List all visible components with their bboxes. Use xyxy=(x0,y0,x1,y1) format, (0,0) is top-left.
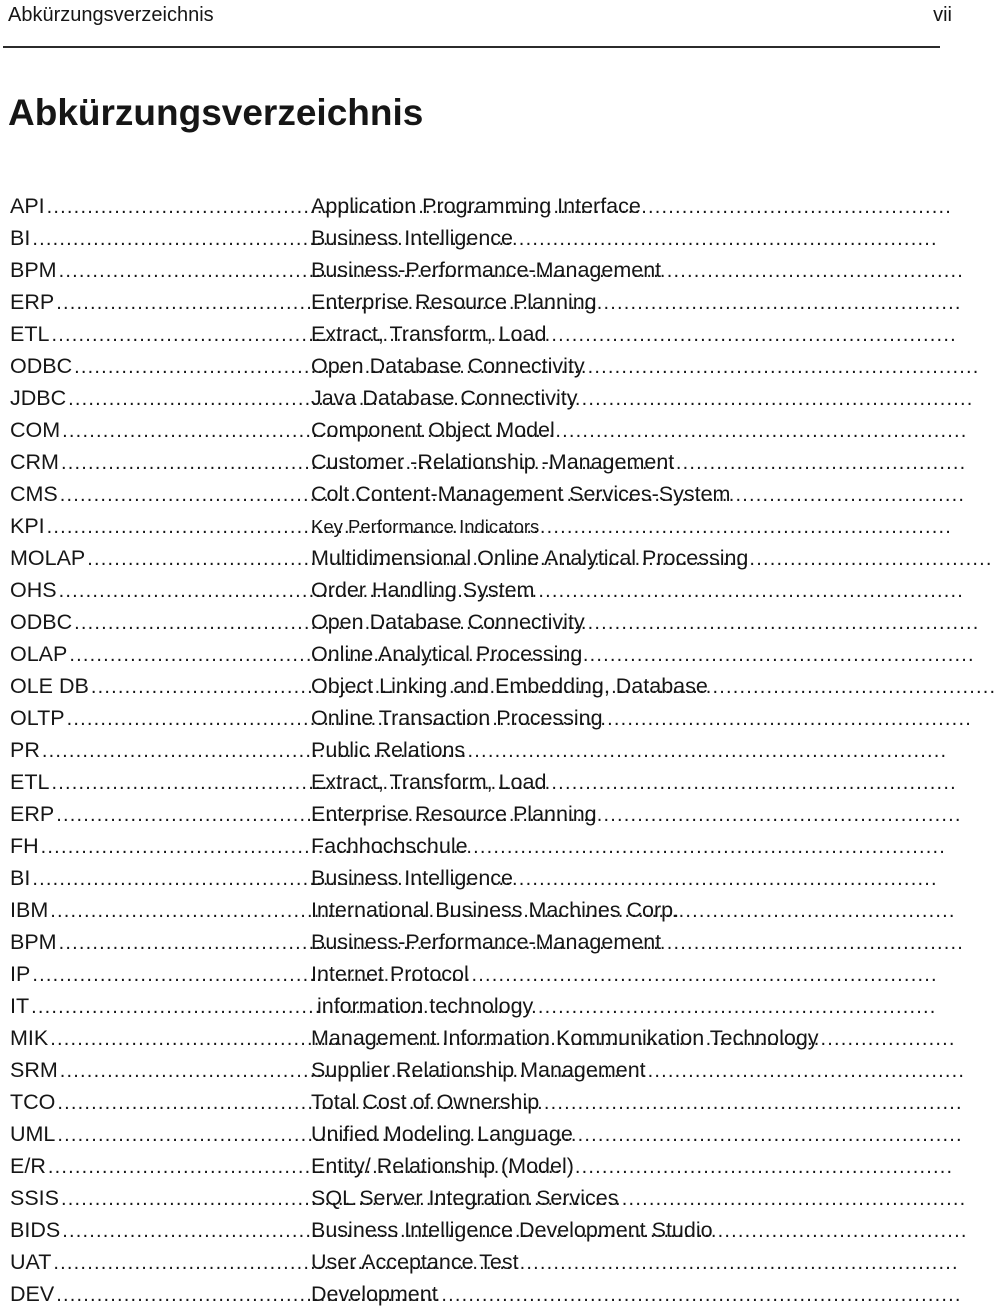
list-item xyxy=(10,1119,960,1151)
abbreviation-definition: Online Analytical Processing xyxy=(311,642,583,666)
abbreviation-definition: Open Database Connectivity xyxy=(311,610,585,634)
abbreviation-definition: Online Transaction Processing xyxy=(311,706,603,730)
abbreviation-list xyxy=(10,191,960,1311)
term-leader xyxy=(10,543,311,575)
abbreviation-term: ERP xyxy=(10,290,55,314)
running-header-title: Abkürzungsverzeichnis xyxy=(8,4,214,26)
term-leader xyxy=(10,1215,311,1247)
abbreviation-term: BIDS xyxy=(10,1218,61,1242)
abbreviation-definition: Customer -Relationship -Management xyxy=(311,450,675,474)
term-leader xyxy=(10,319,311,351)
term-leader xyxy=(10,927,311,959)
abbreviation-definition: Application Programming Interface xyxy=(311,194,641,218)
list-item xyxy=(10,1279,960,1311)
dot-leader xyxy=(56,1280,961,1311)
abbreviation-definition: Component Object Model xyxy=(311,418,555,442)
abbreviation-term: OLAP xyxy=(10,642,68,666)
list-item xyxy=(10,1055,960,1087)
term-leader xyxy=(10,479,311,511)
abbreviation-definition: Extract, Transform, Load xyxy=(311,322,547,346)
list-item xyxy=(10,1247,960,1279)
abbreviation-term: BPM xyxy=(10,258,57,282)
abbreviation-term: CMS xyxy=(10,482,58,506)
term-leader xyxy=(10,767,311,799)
list-item xyxy=(10,223,960,255)
page-number: vii xyxy=(933,4,952,26)
abbreviation-definition: Unified Modeling Language xyxy=(311,1122,573,1146)
term-leader xyxy=(10,351,311,383)
abbreviation-term: ODBC xyxy=(10,354,73,378)
abbreviation-definition: Order Handling System xyxy=(311,578,535,602)
abbreviation-term: BPM xyxy=(10,930,57,954)
abbreviation-definition: User Acceptance Test xyxy=(311,1250,519,1274)
list-item xyxy=(10,511,960,543)
abbreviation-definition: Business-Performance-Management xyxy=(311,930,662,954)
abbreviation-definition: Public Relations xyxy=(311,738,466,762)
abbreviation-definition: Internet Protocol xyxy=(311,962,469,986)
term-leader xyxy=(10,863,311,895)
abbreviation-term: MOLAP xyxy=(10,546,86,570)
term-leader xyxy=(10,575,311,607)
abbreviation-definition: SQL Server Integration Services xyxy=(311,1186,619,1210)
term-leader xyxy=(10,639,311,671)
term-leader xyxy=(10,1151,311,1183)
abbreviation-definition: Fachhochschule xyxy=(311,834,468,858)
abbreviation-term: COM xyxy=(10,418,61,442)
abbreviation-term: IBM xyxy=(10,898,49,922)
abbreviation-term: PR xyxy=(10,738,40,762)
list-item xyxy=(10,479,960,511)
abbreviation-term: BI xyxy=(10,866,31,890)
abbreviation-term: JDBC xyxy=(10,386,67,410)
list-item xyxy=(10,383,960,415)
abbreviation-term: OLE DB xyxy=(10,674,89,698)
list-item xyxy=(10,703,960,735)
term-leader xyxy=(10,1119,311,1151)
abbreviation-definition: Management Information Kommunikation Technology xyxy=(311,1026,819,1050)
abbreviation-definition: Total Cost of Ownership xyxy=(311,1090,540,1114)
abbreviation-definition: Enterprise Resource Planning xyxy=(311,802,597,826)
abbreviation-definition: Enterprise Resource Planning xyxy=(311,290,597,314)
abbreviation-definition: Business-Performance-Management xyxy=(311,258,662,282)
abbreviation-term: UAT xyxy=(10,1250,52,1274)
header-rule xyxy=(3,46,940,48)
abbreviation-definition: Object Linking and Embedding, Database xyxy=(311,674,708,698)
abbreviation-term: OLTP xyxy=(10,706,65,730)
term-leader xyxy=(10,511,311,543)
list-item xyxy=(10,607,960,639)
abbreviation-definition: Supplier Relationship Management xyxy=(311,1058,646,1082)
list-item xyxy=(10,895,960,927)
term-leader xyxy=(10,1055,311,1087)
term-leader xyxy=(10,703,311,735)
abbreviation-definition: Key Performance Indicators xyxy=(311,516,540,537)
abbreviation-term: MIK xyxy=(10,1026,49,1050)
abbreviation-term: IP xyxy=(10,962,31,986)
list-item xyxy=(10,287,960,319)
term-leader xyxy=(10,671,311,703)
term-leader xyxy=(10,1279,311,1311)
list-item xyxy=(10,447,960,479)
term-leader xyxy=(10,831,311,863)
abbreviation-definition: Extract, Transform, Load xyxy=(311,770,547,794)
term-leader xyxy=(10,415,311,447)
term-leader xyxy=(10,287,311,319)
abbreviation-term: FH xyxy=(10,834,39,858)
dot-leader xyxy=(42,736,947,767)
list-item xyxy=(10,1151,960,1183)
abbreviation-term: SSIS xyxy=(10,1186,59,1210)
abbreviation-term: ERP xyxy=(10,802,55,826)
term-leader xyxy=(10,991,311,1023)
list-item xyxy=(10,799,960,831)
term-leader xyxy=(10,735,311,767)
term-leader xyxy=(10,447,311,479)
abbreviation-definition: information technology xyxy=(311,994,534,1018)
list-item xyxy=(10,351,960,383)
list-item xyxy=(10,991,960,1023)
dot-leader xyxy=(41,832,946,863)
list-item xyxy=(10,1215,960,1247)
term-leader xyxy=(10,383,311,415)
list-item xyxy=(10,863,960,895)
term-leader xyxy=(10,255,311,287)
abbreviation-term: OHS xyxy=(10,578,57,602)
list-item xyxy=(10,1023,960,1055)
list-item xyxy=(10,191,960,223)
abbreviation-term: BI xyxy=(10,226,31,250)
term-leader xyxy=(10,191,311,223)
term-leader xyxy=(10,1023,311,1055)
term-leader xyxy=(10,1183,311,1215)
list-item xyxy=(10,735,960,767)
abbreviation-definition: Business Intelligence xyxy=(311,866,513,890)
term-leader xyxy=(10,607,311,639)
abbreviation-definition: International Business Machines Corp. xyxy=(311,898,680,922)
abbreviation-term: API xyxy=(10,194,45,218)
list-item xyxy=(10,1087,960,1119)
list-item xyxy=(10,543,960,575)
abbreviation-term: TCO xyxy=(10,1090,56,1114)
list-item xyxy=(10,639,960,671)
list-item xyxy=(10,415,960,447)
abbreviation-term: E/R xyxy=(10,1154,46,1178)
abbreviation-definition: Business Intelligence Development Studio xyxy=(311,1218,713,1242)
list-item xyxy=(10,1183,960,1215)
list-item xyxy=(10,671,960,703)
abbreviation-definition: Open Database Connectivity xyxy=(311,354,585,378)
list-item xyxy=(10,767,960,799)
list-item xyxy=(10,575,960,607)
abbreviation-term: CRM xyxy=(10,450,59,474)
abbreviation-term: ODBC xyxy=(10,610,73,634)
abbreviation-definition: Business Intelligence xyxy=(311,226,513,250)
abbreviation-term: ETL xyxy=(10,770,50,794)
abbreviation-term: UML xyxy=(10,1122,56,1146)
term-leader xyxy=(10,959,311,991)
running-header xyxy=(0,0,960,27)
abbreviation-definition: Entity/ Relationship (Model) xyxy=(311,1154,574,1178)
term-leader xyxy=(10,223,311,255)
abbreviation-definition: Development xyxy=(311,1282,438,1306)
list-item xyxy=(10,927,960,959)
abbreviation-definition: Multidimensional Online Analytical Processing xyxy=(311,546,749,570)
term-leader xyxy=(10,1247,311,1279)
abbreviation-term: DEV xyxy=(10,1282,55,1306)
abbreviation-definition: Colt Content-Management Services-System xyxy=(311,482,731,506)
abbreviation-term: KPI xyxy=(10,514,45,538)
abbreviation-term: IT xyxy=(10,994,30,1018)
list-item xyxy=(10,319,960,351)
abbreviation-term: ETL xyxy=(10,322,50,346)
term-leader xyxy=(10,799,311,831)
list-item xyxy=(10,959,960,991)
term-leader xyxy=(10,895,311,927)
list-item xyxy=(10,831,960,863)
list-item xyxy=(10,255,960,287)
abbreviation-definition: Java Database Connectivity xyxy=(311,386,578,410)
page-title: Abkürzungsverzeichnis xyxy=(8,92,424,133)
dot-leader xyxy=(32,960,937,991)
term-leader xyxy=(10,1087,311,1119)
abbreviation-term: SRM xyxy=(10,1058,58,1082)
